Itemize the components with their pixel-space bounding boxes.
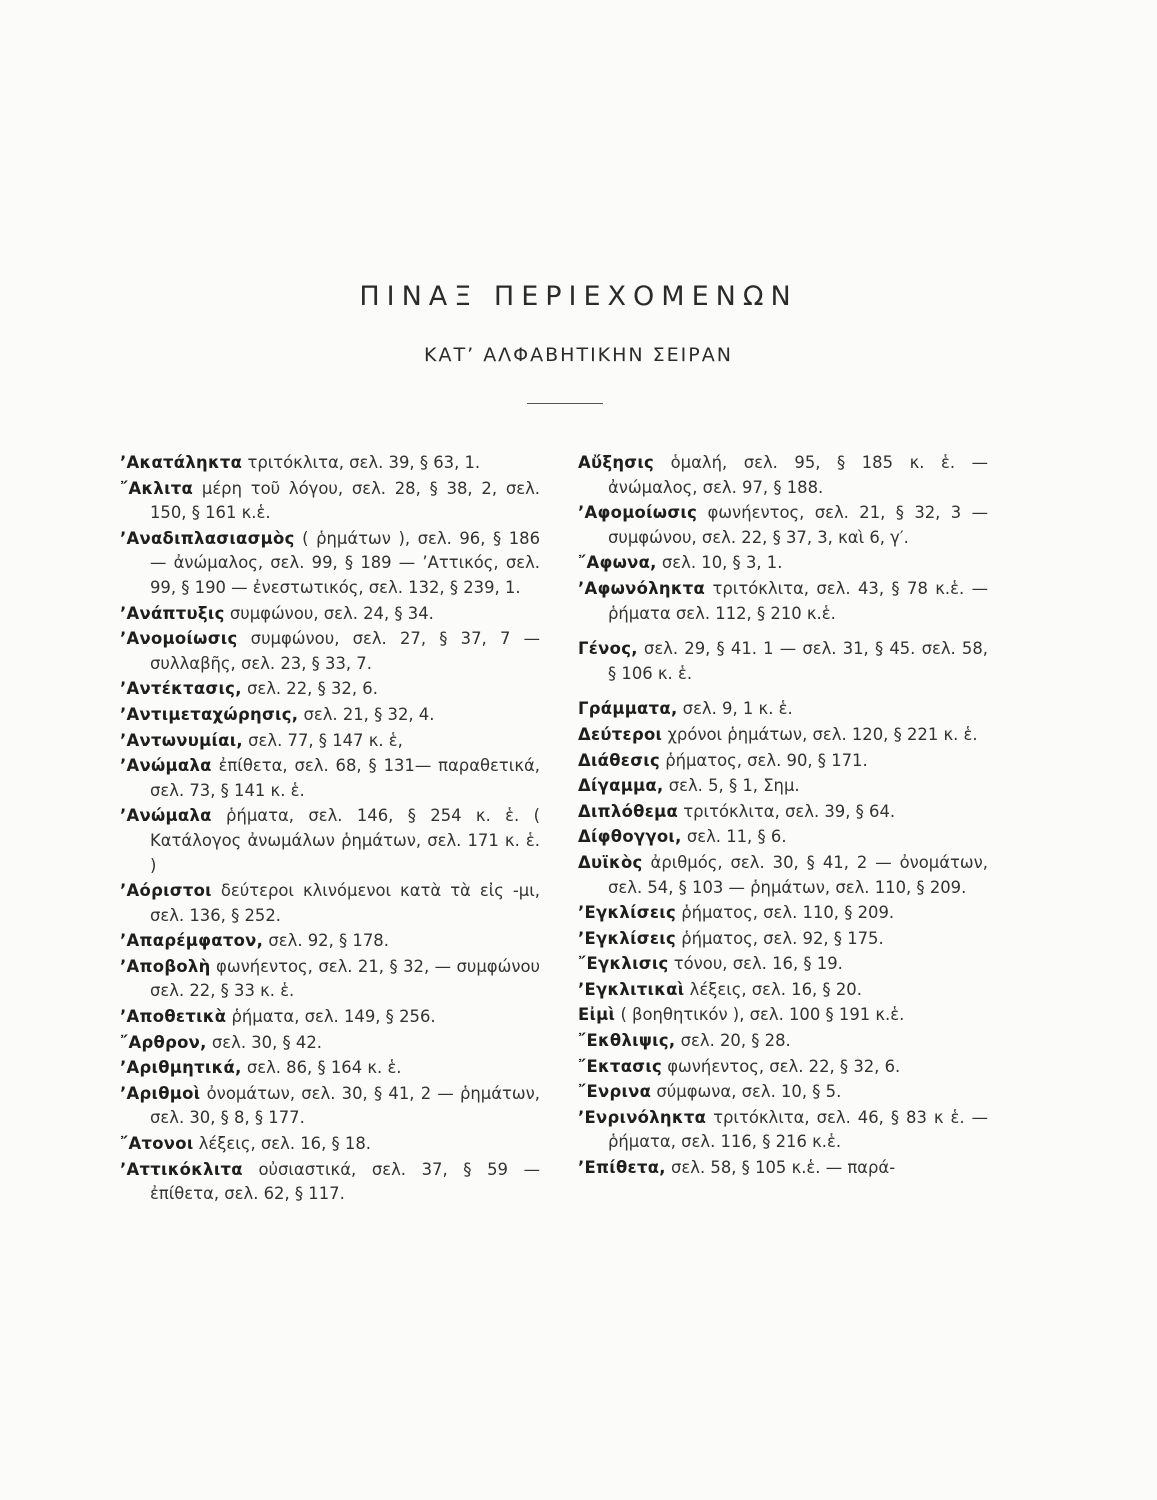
index-headword: ’Αριθμητικά,	[120, 1058, 242, 1078]
index-reference: ῥήματα, σελ. 146, § 254 κ. ἑ. ( Κατάλογος ἀνωμάλων ῥημάτων, σελ. 171 κ. ἑ. )	[150, 806, 540, 875]
index-entry	[578, 749, 988, 774]
index-entry	[578, 1003, 988, 1028]
index-reference: τριτόκλιτα, σελ. 46, § 83 κ ἑ. — ῥήματα, σελ. 116, § 216 κ.ἑ.	[608, 1107, 988, 1152]
page-title: ΠΙΝΑΞ ΠΕΡΙΕΧΟΜΕΝΩΝ	[359, 281, 798, 312]
index-entry	[120, 703, 540, 728]
index-headword: Γένος,	[578, 639, 638, 659]
index-reference: σελ. 30, § 42.	[206, 1032, 322, 1052]
index-reference: τριτόκλιτα, σελ. 43, § 78 κ.ἑ. — ῥήματα σελ. 112, § 210 κ.ἑ.	[608, 578, 988, 623]
index-headword: ῎Αρθρον,	[120, 1032, 207, 1052]
index-headword: ῎Ενρινα	[578, 1082, 652, 1102]
index-reference: λέξεις, σελ. 16, § 20.	[684, 979, 862, 999]
index-entry	[120, 1031, 540, 1056]
index-headword: ’Απαρέμφατον,	[120, 931, 264, 951]
index-entry	[578, 1106, 988, 1155]
index-reference: ὁμαλή, σελ. 95, § 185 κ. ἑ. — ἀνώμαλος, σελ. 97, § 188.	[608, 453, 988, 497]
index-headword: ’Ανάπτυξις	[120, 603, 225, 623]
index-headword: ῎Εκθλιψις,	[578, 1031, 676, 1051]
index-entry	[120, 1132, 540, 1157]
index-entry	[578, 825, 988, 850]
index-entry	[578, 952, 988, 977]
index-reference: λέξεις, σελ. 16, § 18.	[193, 1134, 371, 1154]
page-subtitle: ΚΑΤ’ ΑΛΦΑΒΗΤΙΚΗΝ ΣΕΙΡΑΝ	[424, 344, 733, 366]
index-reference: φωνήεντος, σελ. 21, § 32, — συμφώνου σελ. 22, § 33 κ. ἑ.	[150, 956, 540, 1001]
index-headword: ’Εγκλιτικαὶ	[578, 979, 685, 999]
index-reference: σελ. 5, § 1, Σημ.	[663, 776, 800, 796]
title-divider	[527, 403, 603, 404]
index-headword: ’Αντωνυμίαι,	[120, 730, 243, 750]
index-reference: σελ. 20, § 28.	[675, 1031, 791, 1051]
index-headword: Διπλόθεμα	[578, 801, 679, 821]
index-entry	[578, 551, 988, 576]
index-entry	[578, 978, 988, 1003]
index-entry	[120, 602, 540, 627]
index-headword: Διάθεσις	[578, 750, 660, 770]
index-headword: ’Εγκλίσεις	[578, 903, 676, 923]
index-headword: ῎Ατονοι	[120, 1134, 194, 1154]
index-reference: σελ. 9, 1 κ. ἑ.	[677, 699, 793, 719]
index-entry	[578, 697, 988, 722]
index-entry	[120, 627, 540, 676]
index-headword: ’Αφωνόληκτα	[578, 578, 706, 598]
index-headword: ’Αντιμεταχώρησις,	[120, 704, 299, 724]
index-headword: ῎Εγκλισις	[578, 954, 669, 974]
index-entry	[578, 577, 988, 626]
index-entry	[578, 1156, 988, 1181]
index-headword: Εἰμὶ	[578, 1005, 616, 1025]
index-headword: ’Εγκλίσεις	[578, 928, 676, 948]
index-headword: ’Αποβολὴ	[120, 956, 211, 976]
index-reference: ἀριθμός, σελ. 30, § 41, 2 — ὀνομάτων, σελ. 54, § 103 — ῥημάτων, σελ. 110, § 209.	[608, 852, 988, 897]
index-reference: σελ. 86, § 164 κ. ἑ.	[241, 1058, 402, 1078]
index-entry	[578, 927, 988, 952]
index-reference: ῥήματος, σελ. 110, § 209.	[675, 903, 895, 923]
index-reference: ῥήματος, σελ. 92, § 175.	[675, 928, 884, 948]
index-reference: φωνήεντος, σελ. 22, § 32, 6.	[662, 1056, 901, 1076]
index-reference: σελ. 92, § 178.	[263, 931, 389, 951]
index-reference: τριτόκλιτα, σελ. 39, § 63, 1.	[242, 453, 481, 472]
index-headword: ῎Ακλιτα	[120, 478, 194, 498]
index-entry	[120, 754, 540, 803]
index-headword: ’Αφομοίωσις	[578, 503, 698, 523]
index-entry	[578, 901, 988, 926]
index-headword: ’Αναδιπλασιασμὸς	[120, 528, 295, 548]
index-headword: ’Αττικόκλιτα	[120, 1159, 243, 1179]
index-entry	[120, 477, 540, 526]
index-column-right	[578, 451, 988, 1182]
index-headword: ’Ανώμαλα	[120, 806, 212, 826]
index-reference: σελ. 10, § 3, 1.	[656, 553, 783, 573]
index-reference: ῥήματος, σελ. 90, § 171.	[659, 750, 868, 770]
index-reference: σελ. 29, § 41. 1 — σελ. 31, § 45. σελ. 58, § 106 κ. ἑ.	[608, 639, 988, 683]
index-reference: σύμφωνα, σελ. 10, § 5.	[651, 1082, 842, 1102]
index-headword: ῎Εκτασις	[578, 1056, 663, 1076]
index-headword: Δυϊκὸς	[578, 852, 643, 872]
index-entry	[578, 800, 988, 825]
index-headword: ῎Αφωνα,	[578, 553, 657, 573]
index-headword: ’Αποθετικὰ	[120, 1007, 227, 1027]
index-entry	[120, 451, 540, 476]
index-headword: ’Επίθετα,	[578, 1158, 666, 1178]
index-headword: Δίφθογγοι,	[578, 827, 682, 847]
index-headword: ’Αόριστοι	[120, 881, 212, 901]
index-reference: συμφώνου, σελ. 27, § 37, 7 — συλλαβῆς, σελ. 23, § 33, 7.	[150, 629, 540, 673]
index-entry	[578, 774, 988, 799]
index-entry	[578, 1029, 988, 1054]
index-entry	[578, 637, 988, 686]
index-headword: ’Ακατάληκτα	[120, 453, 243, 472]
index-headword: ’Αντέκτασις,	[120, 679, 242, 699]
index-reference: φωνήεντος, σελ. 21, § 32, 3 — συμφώνου, σελ. 22, § 37, 3, καὶ 6, γ′.	[608, 503, 988, 547]
index-headword: ’Ενρινόληκτα	[578, 1107, 707, 1127]
index-entry	[578, 451, 988, 500]
index-entry	[578, 1055, 988, 1080]
index-entry	[120, 804, 540, 878]
index-headword: Αὔξησις	[578, 453, 655, 472]
index-reference: δεύτεροι κλινόμενοι κατὰ τὰ εἰς -μι, σελ. 136, § 252.	[150, 881, 540, 925]
index-entry	[120, 1056, 540, 1081]
index-entry	[120, 729, 540, 754]
index-reference: ( ῥημάτων ), σελ. 96, § 186 — ἀνώμαλος, σελ. 99, § 189 — ’Αττικός, σελ. 99, § 190 — ἐνεστωτικός, σελ. 132, § 239, 1.	[150, 528, 540, 597]
index-entry	[120, 677, 540, 702]
index-reference: χρόνοι ῥημάτων, σελ. 120, § 221 κ. ἑ.	[662, 724, 978, 744]
index-reference: τόνου, σελ. 16, § 19.	[668, 954, 843, 974]
index-reference: οὐσιαστικά, σελ. 37, § 59 — ἐπίθετα, σελ. 62, § 117.	[150, 1159, 540, 1204]
index-entry	[120, 1005, 540, 1030]
index-entry	[120, 527, 540, 601]
index-reference: συμφώνου, σελ. 24, § 34.	[224, 603, 434, 623]
index-reference: σελ. 22, § 32, 6.	[241, 679, 378, 699]
index-headword: Δεύτεροι	[578, 724, 663, 744]
index-headword: ’Ανώμαλα	[120, 756, 212, 776]
index-reference: σελ. 21, § 32, 4.	[298, 704, 435, 724]
index-headword: Δίγαμμα,	[578, 776, 664, 796]
index-entry	[120, 1158, 540, 1207]
index-reference: τριτόκλιτα, σελ. 39, § 64.	[678, 801, 896, 821]
index-reference: σελ. 77, § 147 κ. ἑ,	[242, 730, 403, 750]
index-reference: ( βοηθητικόν ), σελ. 100 § 191 κ.ἑ.	[615, 1005, 905, 1025]
index-entry	[120, 955, 540, 1004]
index-reference: ἐπίθετα, σελ. 68, § 131— παραθετικά, σελ. 73, § 141 κ. ἑ.	[150, 756, 540, 800]
index-headword: ’Ανομοίωσις	[120, 629, 238, 649]
index-reference: ῥήματα, σελ. 149, § 256.	[226, 1007, 436, 1027]
index-entry	[578, 501, 988, 550]
index-reference: μέρη τοῦ λόγου, σελ. 28, § 38, 2, σελ. 150, § 161 κ.ἑ.	[150, 478, 540, 523]
index-entry	[120, 1082, 540, 1131]
index-reference: σελ. 58, § 105 κ.ἑ. — παρά-	[665, 1158, 896, 1178]
index-entry	[120, 879, 540, 928]
index-headword: ’Αριθμοὶ	[120, 1083, 201, 1103]
index-entry	[578, 723, 988, 748]
index-entry	[120, 929, 540, 954]
index-column-left	[120, 451, 540, 1208]
index-entry	[578, 851, 988, 900]
index-reference: σελ. 11, § 6.	[681, 827, 787, 847]
index-entry	[578, 1080, 988, 1105]
index-reference: ὀνομάτων, σελ. 30, § 41, 2 — ῥημάτων, σελ. 30, § 8, § 177.	[150, 1083, 540, 1128]
index-headword: Γράμματα,	[578, 699, 678, 719]
